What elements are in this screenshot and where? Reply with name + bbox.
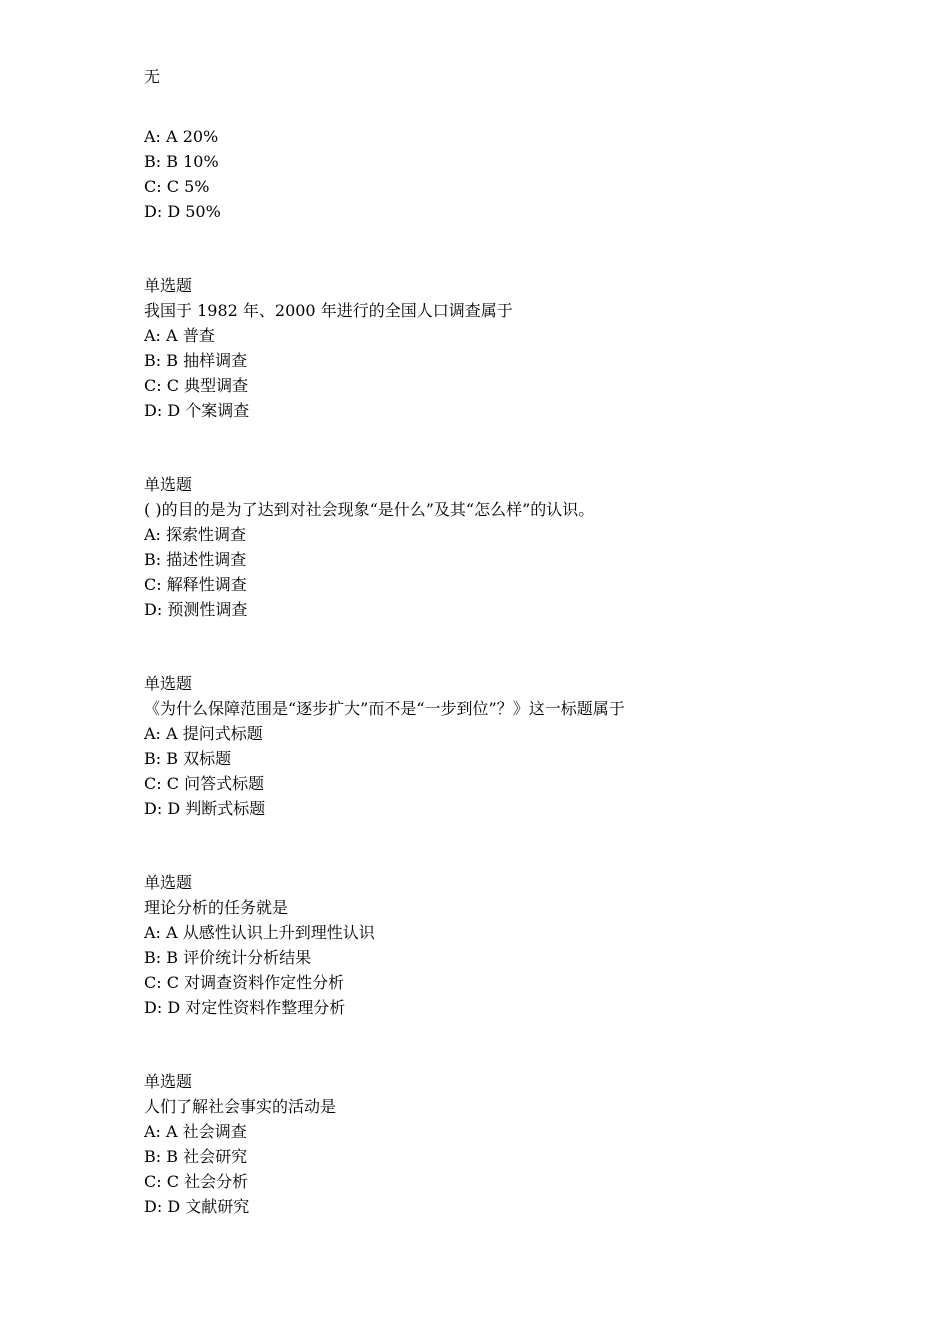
question-stem: 人们了解社会事实的活动是 bbox=[144, 1097, 337, 1116]
option-a bbox=[144, 920, 375, 945]
option-text: D 文献研究 bbox=[167, 1197, 250, 1216]
option-c bbox=[144, 771, 264, 796]
question-stem: 《为什么保障范围是“逐步扩大”而不是“一步到位”？》这一标题属于 bbox=[144, 699, 625, 718]
option-key: D: bbox=[144, 1197, 163, 1216]
option-d bbox=[144, 1194, 249, 1219]
option-a bbox=[144, 1119, 247, 1144]
option-key: C: bbox=[144, 177, 162, 196]
option-d bbox=[144, 796, 265, 821]
option-key: A: bbox=[144, 724, 161, 743]
option-key: D: bbox=[144, 600, 163, 619]
option-key: D: bbox=[144, 799, 163, 818]
option-text: D 对定性资料作整理分析 bbox=[167, 998, 346, 1017]
option-text: 探索性调查 bbox=[166, 525, 247, 544]
option-key: C: bbox=[144, 774, 162, 793]
question-type: 单选题 bbox=[144, 276, 193, 295]
option-text: 预测性调查 bbox=[167, 600, 248, 619]
option-key: D: bbox=[144, 998, 163, 1017]
option-key: C: bbox=[144, 575, 162, 594]
option-key: B: bbox=[144, 152, 162, 171]
option-text: A 社会调查 bbox=[166, 1122, 247, 1141]
option-b bbox=[144, 1144, 247, 1169]
question-stem: ( )的目的是为了达到对社会现象“是什么”及其“怎么样”的认识。 bbox=[144, 500, 595, 519]
option-c bbox=[144, 174, 209, 199]
option-a bbox=[144, 721, 263, 746]
question-stem: 我国于 1982 年、2000 年进行的全国人口调查属于 bbox=[144, 301, 513, 320]
option-key: B: bbox=[144, 1147, 162, 1166]
option-a bbox=[144, 323, 215, 348]
option-d bbox=[144, 995, 345, 1020]
option-text: 描述性调查 bbox=[166, 550, 247, 569]
option-b bbox=[144, 348, 247, 373]
option-text: A 20% bbox=[166, 127, 219, 146]
option-key: A: bbox=[144, 923, 161, 942]
option-b bbox=[144, 149, 219, 174]
option-text: B 10% bbox=[166, 152, 219, 171]
option-key: B: bbox=[144, 948, 162, 967]
option-text: C 社会分析 bbox=[166, 1172, 249, 1191]
option-c bbox=[144, 373, 248, 398]
answer-note: 无 bbox=[144, 67, 161, 86]
option-key: B: bbox=[144, 550, 162, 569]
option-text: D 50% bbox=[167, 202, 221, 221]
option-b bbox=[144, 746, 231, 771]
option-key: A: bbox=[144, 127, 161, 146]
question-type: 单选题 bbox=[144, 674, 193, 693]
option-key: D: bbox=[144, 401, 163, 420]
option-text: A 从感性认识上升到理性认识 bbox=[166, 923, 375, 942]
question-stem: 理论分析的任务就是 bbox=[144, 898, 289, 917]
option-key: D: bbox=[144, 202, 163, 221]
option-d bbox=[144, 398, 249, 423]
option-text: C 典型调查 bbox=[166, 376, 249, 395]
option-text: A 普查 bbox=[166, 326, 215, 345]
option-c bbox=[144, 572, 247, 597]
option-text: D 个案调查 bbox=[167, 401, 250, 420]
option-c bbox=[144, 970, 344, 995]
option-d bbox=[144, 597, 247, 622]
option-text: B 抽样调查 bbox=[166, 351, 248, 370]
option-a bbox=[144, 124, 218, 149]
option-text: D 判断式标题 bbox=[167, 799, 266, 818]
option-c bbox=[144, 1169, 248, 1194]
option-text: B 社会研究 bbox=[166, 1147, 248, 1166]
option-key: A: bbox=[144, 1122, 161, 1141]
option-a bbox=[144, 522, 246, 547]
option-key: C: bbox=[144, 376, 162, 395]
option-text: C 5% bbox=[166, 177, 210, 196]
question-type: 单选题 bbox=[144, 475, 193, 494]
option-text: C 问答式标题 bbox=[166, 774, 265, 793]
option-key: A: bbox=[144, 525, 161, 544]
option-text: B 评价统计分析结果 bbox=[166, 948, 312, 967]
option-text: A 提问式标题 bbox=[166, 724, 263, 743]
option-b bbox=[144, 945, 311, 970]
option-text: B 双标题 bbox=[166, 749, 232, 768]
option-text: C 对调查资料作定性分析 bbox=[166, 973, 345, 992]
option-b bbox=[144, 547, 246, 572]
question-type: 单选题 bbox=[144, 1072, 193, 1091]
option-key: B: bbox=[144, 749, 162, 768]
option-key: C: bbox=[144, 1172, 162, 1191]
option-text: 解释性调查 bbox=[166, 575, 247, 594]
question-type: 单选题 bbox=[144, 873, 193, 892]
option-key: A: bbox=[144, 326, 161, 345]
option-key: B: bbox=[144, 351, 162, 370]
option-key: C: bbox=[144, 973, 162, 992]
option-d bbox=[144, 199, 221, 224]
